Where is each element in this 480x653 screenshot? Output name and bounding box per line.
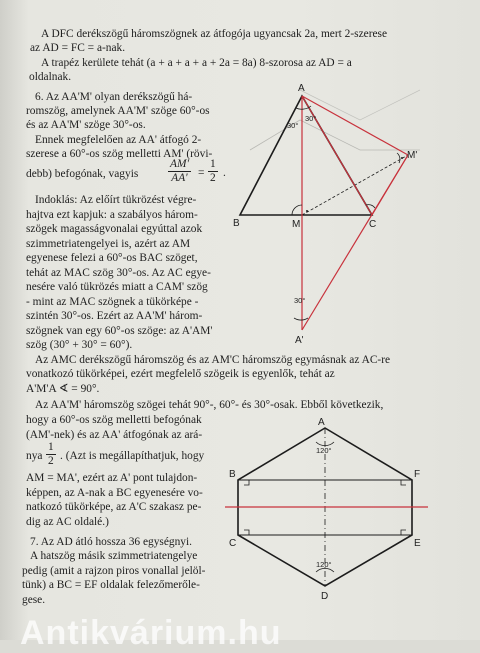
proof-line: Indoklás: Az előírt tükrözést végre-	[35, 194, 197, 206]
point-label-b: B	[233, 218, 240, 229]
point-label-b: B	[229, 469, 236, 480]
point-label-c: C	[229, 538, 237, 549]
angle-label: 30°	[294, 296, 306, 305]
proof-line: nesére való tükrözés miatt a CAM' szög	[26, 281, 208, 293]
proof-line: tehát az MAC szög 30°-os. Az AC egye-	[26, 267, 211, 279]
text-line: A'M'A ∢ = 90°.	[26, 383, 100, 395]
right-angle-mark	[244, 480, 249, 485]
text-line: nya	[26, 450, 43, 462]
proof-line: szögnek van egy 60°-os szöge: az A'AM'	[26, 325, 213, 337]
problem-7-line: pedig (amit a rajzon piros vonallal jelöl-	[22, 565, 206, 577]
problem-6-line: 6. Az AA'M' olyan derékszögű há-	[35, 91, 193, 103]
point-label-a: A	[318, 417, 325, 428]
problem-7-line: 7. Az AD átló hossza 36 egységnyi.	[30, 536, 192, 548]
angle-label: 30°	[287, 121, 299, 130]
problem-6-line: és az AA'M' szöge 30°-os.	[26, 119, 146, 131]
text-line: . (Azt is megállapíthatjuk, hogy	[60, 450, 205, 462]
right-angle-mark	[244, 530, 249, 535]
proof-line: szimmetriatengelyei is, azért az AM	[26, 238, 191, 250]
point-label-f: F	[414, 469, 421, 480]
text-line: A DFC derékszögű háromszögnek az átfogója ugyancsak 2a, mert 2-szerese	[41, 28, 388, 40]
text-line: képpen, az A-nak a BC egyenesére vo-	[26, 487, 203, 499]
point-label-a: A	[298, 83, 305, 94]
right-angle-mark	[401, 480, 406, 485]
fraction-denominator: AA'	[171, 172, 188, 184]
problem-6-line: debb) befogónak, vagyis	[26, 168, 139, 180]
point-label-m: M	[292, 219, 301, 230]
point-label-a-prime: A'	[295, 335, 304, 346]
proof-line: szög (30° + 30° = 60°).	[26, 339, 133, 351]
text-line: Az AMC derékszögű háromszög és az AM'C háromszög egymásnak az AC-re	[35, 354, 391, 366]
fraction-denominator: 2	[210, 172, 216, 184]
angle-label: 30°	[305, 114, 317, 123]
angle-label: 120°	[316, 446, 332, 455]
problem-6-line: Ennek megfelelően az AA' átfogó 2-	[35, 134, 202, 146]
fraction-numerator: 1	[210, 158, 216, 170]
problem-7-line: gese.	[22, 594, 46, 606]
text-line: A trapéz kerülete tehát (a + a + a + a + 2a = 8a) 8-szorosa az AD = a	[41, 57, 352, 69]
problem-7-line: tünk) a BC = EF oldalak felezőmerőle-	[22, 579, 200, 591]
problem-7-line: A hatszög másik szimmetriatengelye	[30, 550, 198, 562]
equals-sign: =	[198, 167, 205, 179]
proof-line: szögek magasságvonalai egyúttal azok	[26, 223, 203, 235]
text-line: hogy a 60°-os szög melletti befogónak	[26, 414, 202, 426]
problem-6-line: romszög, amelynek AA'M' szöge 60°-os	[26, 105, 210, 117]
text-line: vonatkozó tükörképei, ezért megfelelő szögeik is egyenlők, tehát az	[26, 368, 335, 380]
proof-line: egyenese felezi a 60°-os BAC szöget,	[26, 252, 198, 264]
point-label-d: D	[321, 591, 329, 602]
problem-6-line: szerese a 60°-os szög melletti AM' (rövi-	[26, 148, 213, 160]
proof-line: szintén 30°-os. Ezért az AA'M' három-	[26, 310, 203, 322]
fraction-denominator: 2	[48, 455, 54, 467]
fraction-numerator: AM'	[170, 158, 189, 170]
proof-line: - mint az MAC szögnek a tükörképe -	[26, 296, 199, 308]
point-label-e: E	[414, 538, 421, 549]
point-label-m-prime: M'	[407, 150, 418, 161]
point-label-c: C	[369, 219, 377, 230]
text-line: oldalnak.	[29, 71, 72, 83]
text-line: Az AA'M' háromszög szögei tehát 90°-, 60°- és 30°-osak. Ebből következik,	[35, 399, 384, 411]
text-line: az AD = FC = a-nak.	[30, 42, 126, 54]
fraction-numerator: 1	[48, 441, 54, 453]
text-line: dig az AC oldalé.)	[26, 516, 109, 528]
right-angle-mark	[401, 530, 406, 535]
proof-line: hajtva ezt kapjuk: a szabályos három-	[26, 209, 198, 221]
angle-label: 120°	[316, 560, 332, 569]
watermark: Antikvárium.hu	[20, 614, 282, 652]
text-line: natkozó tükörképe, az A'C szakasz pe-	[26, 501, 202, 513]
text-line: AM = MA', ezért az A' pont tulajdon-	[26, 472, 198, 484]
period: .	[223, 167, 226, 179]
text-line: (AM'-nek) és az AA' átfogónak az ará-	[26, 429, 203, 441]
